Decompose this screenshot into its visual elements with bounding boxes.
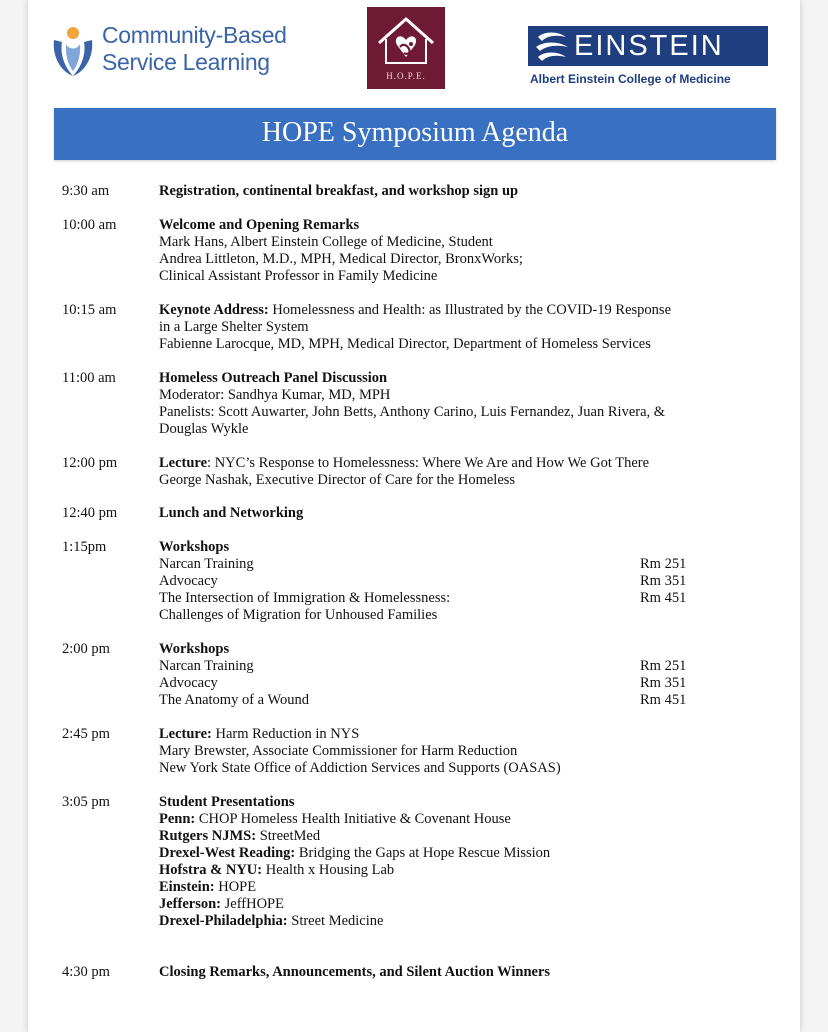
agenda-time: 9:30 am [62, 183, 110, 199]
agenda-line-heading: Workshops [159, 539, 230, 555]
agenda-line [159, 794, 769, 811]
agenda-line-text: CHOP Homeless Health Initiative & Covenant House [195, 811, 511, 827]
agenda-details [159, 505, 769, 522]
agenda-line [159, 607, 769, 624]
cbsl-wordmark [102, 22, 287, 76]
room-label: Rm 351 [640, 675, 687, 691]
agenda-line [159, 251, 769, 268]
agenda-details [159, 455, 769, 489]
agenda-details [159, 302, 769, 353]
title-banner [54, 108, 776, 160]
agenda-line [159, 539, 769, 556]
agenda-line [159, 319, 769, 336]
agenda-line [159, 505, 769, 522]
agenda-line-text: Health x Housing Lab [262, 862, 395, 878]
agenda-line-text: Mary Brewster, Associate Commissioner for Harm Reduction [159, 743, 518, 759]
agenda-line-heading: Registration, continental breakfast, and workshop sign up [159, 183, 519, 199]
room-label: Rm 351 [640, 573, 687, 589]
agenda-line-heading: Lunch and Networking [159, 505, 304, 521]
agenda-line-heading: Einstein: [159, 879, 215, 895]
agenda-line [159, 828, 769, 845]
agenda-details [159, 217, 769, 285]
agenda-line-text: Advocacy [159, 573, 218, 589]
room-label: Rm 251 [640, 658, 687, 674]
agenda-line-text: JeffHOPE [221, 896, 284, 912]
agenda-line-text: : NYC’s Response to Homelessness: Where We Are and How We Got There [207, 455, 650, 471]
agenda-time: 11:00 am [62, 370, 116, 386]
agenda-line [159, 370, 769, 387]
agenda-line-heading: Closing Remarks, Announcements, and Silent Auction Winners [159, 964, 551, 980]
agenda-line [159, 879, 769, 896]
agenda-line-text: New York State Office of Addiction Services and Supports (OASAS) [159, 760, 561, 776]
agenda-page [28, 0, 800, 1032]
agenda-details [159, 370, 769, 438]
agenda-line-heading: Drexel-West Reading: [159, 845, 296, 861]
agenda-time: 2:45 pm [62, 726, 110, 742]
agenda-line-heading: Jefferson: [159, 896, 222, 912]
room-label: Rm 451 [640, 692, 687, 708]
agenda-line [159, 760, 769, 777]
agenda-line [159, 302, 769, 319]
agenda-line [159, 811, 769, 828]
agenda-time: 10:15 am [62, 302, 117, 318]
agenda-line [159, 387, 769, 404]
hope-caption: H.O.P.E. [386, 71, 426, 81]
agenda-line [159, 675, 769, 692]
agenda-time: 3:05 pm [62, 794, 110, 810]
agenda-line [159, 217, 769, 234]
agenda-line-text: The Intersection of Immigration & Homelessness: [159, 590, 451, 606]
agenda-line-text: Narcan Training [159, 556, 254, 572]
agenda-line [159, 336, 769, 353]
agenda-line [159, 862, 769, 879]
agenda-line [159, 896, 769, 913]
agenda-line [159, 913, 769, 930]
agenda-line-heading: Keynote Address: [159, 302, 269, 318]
agenda-time: 1:15pm [62, 539, 107, 555]
agenda-line-heading: Hofstra & NYU: [159, 862, 263, 878]
agenda-line [159, 743, 769, 760]
agenda-line-text: Moderator: Sandhya Kumar, MD, MPH [159, 387, 391, 403]
agenda-line-text: Street Medicine [287, 913, 384, 929]
agenda-time: 12:00 pm [62, 455, 118, 471]
agenda-line-heading: Homeless Outreach Panel Discussion [159, 370, 388, 386]
agenda-line-text: Andrea Littleton, M.D., MPH, Medical Director, BronxWorks; [159, 251, 523, 267]
agenda-line-heading: Lecture [159, 455, 208, 471]
hope-logo [367, 7, 445, 89]
cbsl-line-2: Service Learning [102, 49, 270, 75]
agenda-details [159, 794, 769, 930]
agenda-line-text: in a Large Shelter System [159, 319, 309, 335]
agenda-line-text: Homelessness and Health: as Illustrated by the COVID-19 Response [268, 302, 672, 318]
agenda-line-text: Panelists: Scott Auwarter, John Betts, Anthony Carino, Luis Fernandez, Juan Rivera, & [159, 404, 666, 420]
agenda-line [159, 726, 769, 743]
agenda-line [159, 183, 769, 200]
agenda-time: 12:40 pm [62, 505, 118, 521]
agenda-line [159, 234, 769, 251]
agenda-time: 2:00 pm [62, 641, 110, 657]
agenda-line-text: Clinical Assistant Professor in Family Medicine [159, 268, 438, 284]
agenda-time: 4:30 pm [62, 964, 110, 980]
einstein-wordmark: EINSTEIN [574, 30, 724, 62]
agenda-line-text: Douglas Wykle [159, 421, 249, 437]
agenda-line-text: George Nashak, Executive Director of Care for the Homeless [159, 472, 516, 488]
agenda-line-text: Advocacy [159, 675, 218, 691]
agenda-details [159, 539, 769, 624]
agenda-line-text: Fabienne Larocque, MD, MPH, Medical Director, Department of Homeless Services [159, 336, 651, 352]
agenda-line-text: Bridging the Gaps at Hope Rescue Mission [295, 845, 551, 861]
agenda-line [159, 556, 769, 573]
agenda-line [159, 964, 769, 981]
room-label: Rm 451 [640, 590, 687, 606]
agenda-line [159, 590, 769, 607]
agenda-line-text: Harm Reduction in NYS [211, 726, 360, 742]
agenda-line [159, 404, 769, 421]
agenda-line-heading: Rutgers NJMS: [159, 828, 257, 844]
agenda-details [159, 183, 769, 200]
agenda-details [159, 726, 769, 777]
einstein-bar [528, 26, 768, 66]
agenda-details [159, 964, 769, 981]
agenda-line-heading: Student Presentations [159, 794, 295, 810]
agenda-line [159, 573, 769, 590]
page-title: HOPE Symposium Agenda [261, 117, 569, 148]
agenda-line [159, 472, 769, 489]
agenda-line [159, 641, 769, 658]
agenda-line [159, 421, 769, 438]
agenda-line-heading: Drexel-Philadelphia: [159, 913, 288, 929]
cbsl-figure-icon [50, 24, 96, 78]
agenda-line-heading: Workshops [159, 641, 230, 657]
agenda-line [159, 845, 769, 862]
agenda-time: 10:00 am [62, 217, 117, 233]
agenda-line-text: HOPE [214, 879, 257, 895]
agenda-line-text: The Anatomy of a Wound [159, 692, 309, 708]
agenda-line [159, 455, 769, 472]
agenda-line [159, 692, 769, 709]
agenda-line-heading: Welcome and Opening Remarks [159, 217, 360, 233]
einstein-swirl-icon [534, 29, 570, 63]
agenda-line-text: StreetMed [256, 828, 321, 844]
agenda-line-heading: Lecture: [159, 726, 212, 742]
einstein-logo [528, 26, 778, 90]
einstein-subtitle: Albert Einstein College of Medicine [530, 72, 731, 86]
agenda-line [159, 268, 769, 285]
agenda-line-text: Challenges of Migration for Unhoused Families [159, 607, 438, 623]
cbsl-logo [50, 22, 290, 82]
agenda-line-heading: Penn: [159, 811, 196, 827]
agenda-line [159, 658, 769, 675]
agenda-details [159, 641, 769, 709]
room-label: Rm 251 [640, 556, 687, 572]
agenda-line-text: Narcan Training [159, 658, 254, 674]
cbsl-line-1: Community-Based [102, 22, 287, 48]
agenda-line-text: Mark Hans, Albert Einstein College of Medicine, Student [159, 234, 493, 250]
